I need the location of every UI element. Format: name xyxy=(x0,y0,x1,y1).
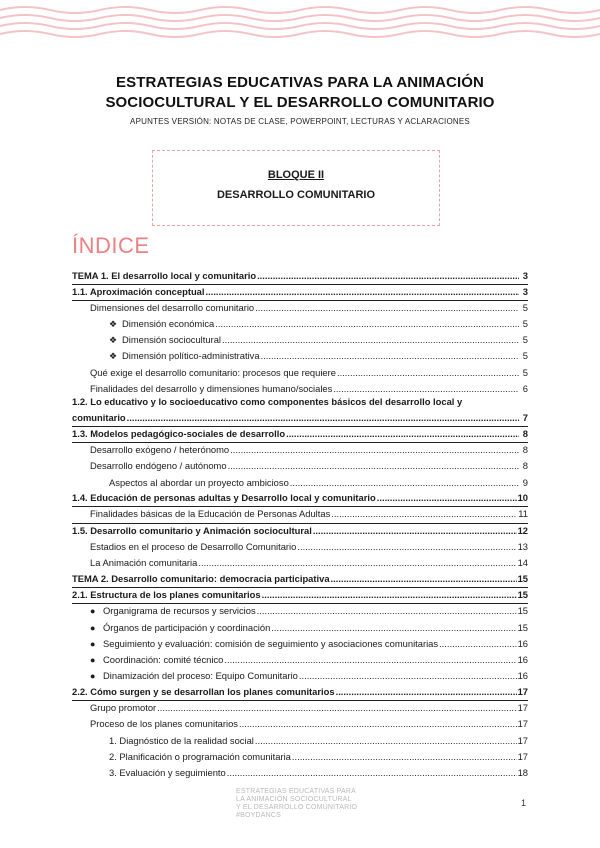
toc-entry-text: Organigrama de recursos y servicios xyxy=(103,605,256,616)
toc-entry-text: La Animación comunitaria xyxy=(90,557,198,568)
toc-dot-leader xyxy=(290,475,519,490)
document-title-line2: SOCIOCULTURAL Y EL DESARROLLO COMUNITARIO xyxy=(105,94,495,111)
toc-entry-page: 15 xyxy=(517,589,528,600)
toc-entry[interactable] xyxy=(72,636,528,651)
toc-entry[interactable] xyxy=(72,555,528,570)
toc-dot-leader xyxy=(224,652,516,667)
footer-logo-line3: Y EL DESARROLLO COMUNITARIO xyxy=(236,804,358,811)
toc-dot-leader xyxy=(215,316,519,331)
toc-entry-page: 7 xyxy=(522,412,528,423)
toc-dot-leader xyxy=(377,490,517,505)
toc-entry-text: comunitario xyxy=(72,412,126,423)
toc-entry-page: 5 xyxy=(522,350,528,361)
block-name: DESARROLLO COMUNITARIO xyxy=(216,189,376,201)
toc-entry[interactable] xyxy=(72,749,528,764)
diamond-bullet-icon: ❖ xyxy=(109,319,118,329)
bullet-icon: ● xyxy=(90,623,96,633)
bullet-icon: ● xyxy=(90,655,96,665)
toc-entry-page: 16 xyxy=(517,638,528,649)
toc-entry-page: 5 xyxy=(522,367,528,378)
toc-dot-leader xyxy=(239,716,517,731)
toc-entry-text: 2. Planificación o programación comunitaria xyxy=(109,751,291,762)
footer-logo-line1: ESTRATEGIAS EDUCATIVAS PARA xyxy=(236,788,357,795)
toc-dot-leader xyxy=(261,348,519,363)
toc-entry-page: 10 xyxy=(517,492,528,503)
toc-dot-leader xyxy=(331,571,517,586)
toc-entry-page: 18 xyxy=(517,767,528,778)
toc-entry[interactable] xyxy=(72,410,528,425)
toc-entry[interactable] xyxy=(72,458,528,473)
toc-entry-page: 15 xyxy=(517,605,528,616)
toc-entry-page: 16 xyxy=(517,654,528,665)
toc-dot-leader xyxy=(297,539,516,554)
toc-dot-leader xyxy=(313,523,517,538)
toc-entry[interactable] xyxy=(72,668,528,683)
toc-entry-text: 1.3. Modelos pedagógico-sociales de desarrollo xyxy=(72,428,286,439)
toc-entry-wrapped-line: 1.2. Lo educativo y lo socioeducativo como componentes básicos del desarrollo local y xyxy=(72,396,463,407)
page-number: 1 xyxy=(521,798,527,808)
toc-dot-leader xyxy=(230,442,519,457)
toc-dot-leader xyxy=(206,284,520,299)
toc-entry-text: 1.4. Educación de personas adultas y Desarrollo local y comunitario xyxy=(72,492,376,503)
toc-entry[interactable] xyxy=(72,523,528,538)
toc-entry-page: 3 xyxy=(522,286,528,297)
toc-entry[interactable] xyxy=(72,765,528,780)
toc-dot-leader xyxy=(292,749,517,764)
toc-entry-text: TEMA 2. Desarrollo comunitario: democracia participativa xyxy=(72,573,330,584)
toc-dot-leader xyxy=(299,668,517,683)
toc-entry-text: Estadios en el proceso de Desarrollo Comunitario xyxy=(90,541,297,552)
toc-entry-text: Grupo promotor xyxy=(90,702,157,713)
document-subtitle: APUNTES VERSIÓN: NOTAS DE CLASE, POWERPOINT, LECTURAS Y ACLARACIONES xyxy=(130,117,470,126)
toc-dot-leader xyxy=(262,587,517,602)
toc-dot-leader xyxy=(337,365,519,380)
toc-entry[interactable] xyxy=(72,587,528,602)
toc-entry-text: Qué exige el desarrollo comunitario: procesos que requiere xyxy=(90,367,336,378)
toc-entry-text: 1. Diagnóstico de la realidad social xyxy=(109,735,254,746)
bullet-icon: ● xyxy=(90,606,96,616)
toc-entry[interactable] xyxy=(72,348,528,363)
toc-entry-page: 17 xyxy=(517,751,528,762)
index-title: ÍNDICE xyxy=(72,233,150,258)
toc-dot-leader xyxy=(127,410,519,425)
toc-entry[interactable] xyxy=(72,332,528,347)
toc-dot-leader xyxy=(333,381,519,396)
toc-entry[interactable] xyxy=(72,684,528,699)
toc-entry[interactable] xyxy=(72,268,528,283)
toc-entry[interactable] xyxy=(72,426,528,441)
toc-entry-page: 17 xyxy=(517,735,528,746)
toc-entry-text: Proceso de los planes comunitarios xyxy=(90,718,238,729)
toc-dot-leader xyxy=(331,506,517,521)
toc-dot-leader xyxy=(228,458,519,473)
toc-entry[interactable] xyxy=(72,620,528,635)
toc-dot-leader xyxy=(271,620,516,635)
toc-entry-text: Dimensión político-administrativa xyxy=(122,350,260,361)
toc-entry-text: Aspectos al abordar un proyecto ambicioso xyxy=(109,477,289,488)
toc-dot-leader xyxy=(286,426,519,441)
toc-entry-page: 17 xyxy=(517,686,528,697)
toc-entry[interactable] xyxy=(72,284,528,299)
toc-entry-text: Dimensión económica xyxy=(122,318,215,329)
toc-entry-text: Órganos de participación y coordinación xyxy=(103,622,271,633)
toc-entry-text: 3. Evaluación y seguimiento xyxy=(109,767,226,778)
toc-dot-leader xyxy=(198,555,516,570)
toc-entry[interactable] xyxy=(72,716,528,731)
toc-entry-text: Seguimiento y evaluación: comisión de seguimiento y asociaciones comunitarias xyxy=(103,638,439,649)
toc-entry-text: 2.1. Estructura de los planes comunitarios xyxy=(72,589,261,600)
toc-entry-page: 12 xyxy=(517,525,528,536)
toc-entry[interactable] xyxy=(72,300,528,315)
toc-entry-text: 1.1. Aproximación conceptual xyxy=(72,286,205,297)
toc-entry-page: 8 xyxy=(522,444,528,455)
bullet-icon: ● xyxy=(90,671,96,681)
toc-entry-text: 2.2. Cómo surgen y se desarrollan los planes comunitarios xyxy=(72,686,335,697)
footer-logo xyxy=(236,788,366,820)
block-heading-box xyxy=(152,150,440,226)
toc-dot-leader xyxy=(255,733,517,748)
toc-entry-page: 11 xyxy=(518,508,528,519)
toc-entry[interactable] xyxy=(72,700,528,715)
toc-entry-page: 16 xyxy=(517,670,528,681)
footer-logo-line2: LA ANIMACIÓN SOCIOCULTURAL xyxy=(236,796,352,803)
diamond-bullet-icon: ❖ xyxy=(109,335,118,345)
toc-dot-leader xyxy=(257,268,519,283)
toc-dot-leader xyxy=(257,603,517,618)
toc-entry-page: 5 xyxy=(522,334,528,345)
toc-entry[interactable] xyxy=(72,652,528,667)
toc-entry-text: Dimensiones del desarrollo comunitario xyxy=(90,302,255,313)
footer-logo-line4: #BOYDANCS xyxy=(236,812,281,819)
toc-entry-text: 1.5. Desarrollo comunitario y Animación sociocultural xyxy=(72,525,312,536)
bullet-icon: ● xyxy=(90,639,96,649)
toc-entry-page: 17 xyxy=(517,702,528,713)
toc-entry[interactable] xyxy=(72,381,528,396)
toc-dot-leader xyxy=(157,700,516,715)
toc-entry[interactable] xyxy=(72,365,528,380)
toc-entry-page: 5 xyxy=(522,302,528,313)
toc-entry-text: Desarrollo endógeno / autónomo xyxy=(90,460,227,471)
toc-entry-page: 3 xyxy=(522,270,528,281)
toc-entry-text: TEMA 1. El desarrollo local y comunitario xyxy=(72,270,257,281)
block-label: BLOQUE II xyxy=(267,169,325,181)
toc-entry[interactable] xyxy=(72,442,528,457)
toc-entry-text: Desarrollo exógeno / heterónomo xyxy=(90,444,230,455)
toc-entry[interactable] xyxy=(72,733,528,748)
toc-dot-leader xyxy=(255,300,519,315)
toc-entry[interactable] xyxy=(72,475,528,490)
toc-entry-page: 5 xyxy=(522,318,528,329)
toc-entry-text: Dinamización del proceso: Equipo Comunitario xyxy=(103,670,298,681)
toc-entry-text: Finalidades del desarrollo y dimensiones humano/sociales xyxy=(90,383,333,394)
toc-entry[interactable] xyxy=(72,506,528,521)
toc-entry-text: Coordinación: comité técnico xyxy=(103,654,224,665)
toc-entry[interactable] xyxy=(72,316,528,331)
toc-entry-page: 8 xyxy=(522,460,528,471)
toc-entry-page: 8 xyxy=(522,428,528,439)
toc-entry-page: 17 xyxy=(517,718,528,729)
toc-entry-text: Dimensión sociocultural xyxy=(122,334,222,345)
toc-dot-leader xyxy=(439,636,516,651)
toc-entry[interactable] xyxy=(72,539,528,554)
toc-entry-page: 15 xyxy=(517,573,528,584)
toc-entry-page: 13 xyxy=(517,541,528,552)
toc-entry[interactable] xyxy=(72,571,528,586)
toc-entry[interactable] xyxy=(72,603,528,618)
document-title-line1: ESTRATEGIAS EDUCATIVAS PARA LA ANIMACIÓN xyxy=(116,74,484,91)
toc-dot-leader xyxy=(336,684,517,699)
toc-entry-page: 15 xyxy=(517,622,528,633)
toc-dot-leader xyxy=(222,332,519,347)
header-waves-decoration xyxy=(0,0,600,50)
toc-dot-leader xyxy=(227,765,517,780)
toc-entry-page: 6 xyxy=(522,383,528,394)
toc-entry-text: Finalidades básicas de la Educación de Personas Adultas xyxy=(90,508,331,519)
toc-entry[interactable] xyxy=(72,490,528,505)
toc-entry-page: 9 xyxy=(522,477,528,488)
diamond-bullet-icon: ❖ xyxy=(109,351,118,361)
toc-entry-page: 14 xyxy=(517,557,528,568)
